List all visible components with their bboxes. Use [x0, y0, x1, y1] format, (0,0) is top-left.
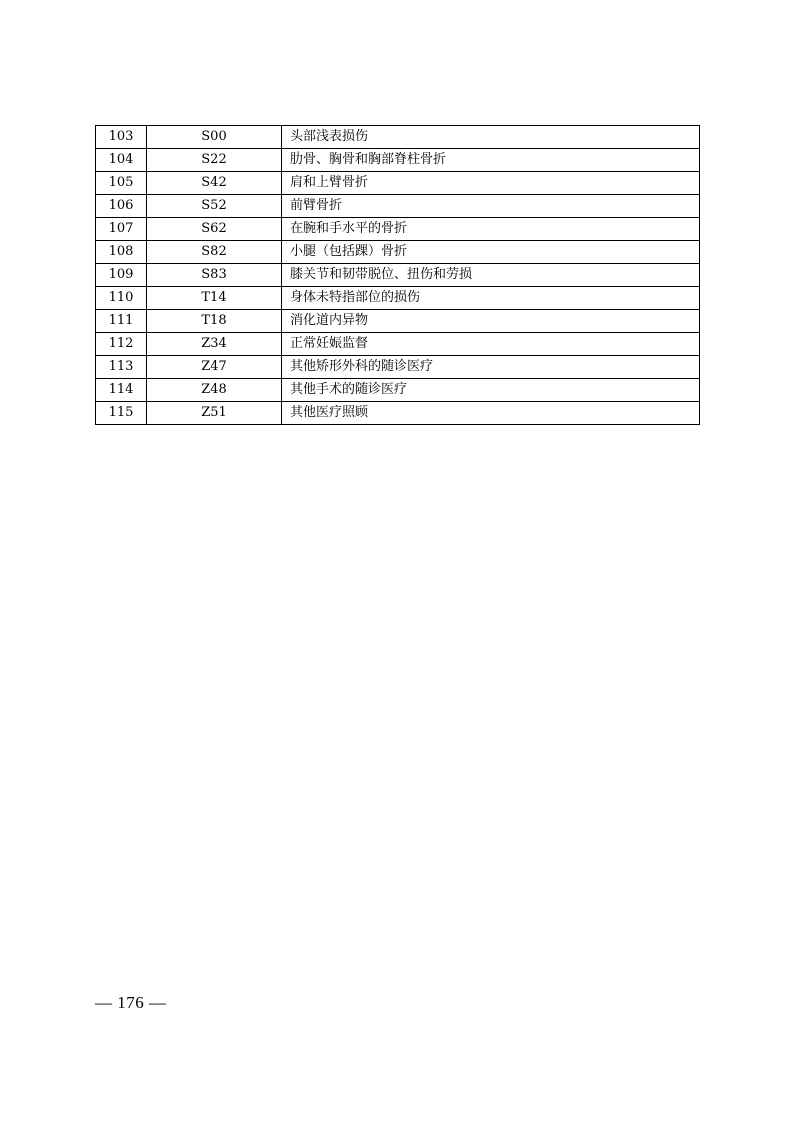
diagnosis-code: S22	[147, 149, 282, 172]
diagnosis-code: S00	[147, 126, 282, 149]
row-number: 113	[96, 356, 147, 379]
diagnosis-code: Z47	[147, 356, 282, 379]
diagnosis-name: 前臂骨折	[282, 195, 700, 218]
table-row	[96, 287, 700, 310]
diagnosis-code: S52	[147, 195, 282, 218]
row-number: 108	[96, 241, 147, 264]
table-row	[96, 264, 700, 287]
diagnosis-name: 正常妊娠监督	[282, 333, 700, 356]
table-row	[96, 310, 700, 333]
table-row	[96, 379, 700, 402]
diagnosis-code: T14	[147, 287, 282, 310]
row-number: 107	[96, 218, 147, 241]
row-number: 110	[96, 287, 147, 310]
table-row	[96, 356, 700, 379]
diagnosis-name: 肩和上臂骨折	[282, 172, 700, 195]
row-number: 105	[96, 172, 147, 195]
diagnosis-name: 头部浅表损伤	[282, 126, 700, 149]
diagnosis-code: Z51	[147, 402, 282, 425]
row-number: 106	[96, 195, 147, 218]
table-row	[96, 149, 700, 172]
diagnosis-name: 其他手术的随诊医疗	[282, 379, 700, 402]
diagnosis-name: 其他医疗照顾	[282, 402, 700, 425]
diagnosis-name: 小腿（包括踝）骨折	[282, 241, 700, 264]
diagnosis-code: S42	[147, 172, 282, 195]
table-row	[96, 172, 700, 195]
row-number: 114	[96, 379, 147, 402]
diagnosis-code: S82	[147, 241, 282, 264]
row-number: 103	[96, 126, 147, 149]
diagnosis-code-table	[95, 125, 700, 425]
table-row	[96, 218, 700, 241]
diagnosis-code: S62	[147, 218, 282, 241]
diagnosis-code: S83	[147, 264, 282, 287]
diagnosis-code: T18	[147, 310, 282, 333]
diagnosis-code: Z48	[147, 379, 282, 402]
diagnosis-name: 肋骨、胸骨和胸部脊柱骨折	[282, 149, 700, 172]
diagnosis-name: 身体未特指部位的损伤	[282, 287, 700, 310]
row-number: 104	[96, 149, 147, 172]
row-number: 109	[96, 264, 147, 287]
diagnosis-name: 在腕和手水平的骨折	[282, 218, 700, 241]
row-number: 111	[96, 310, 147, 333]
page-number: — 176 —	[95, 993, 167, 1012]
table-row	[96, 126, 700, 149]
row-number: 112	[96, 333, 147, 356]
table-row	[96, 402, 700, 425]
diagnosis-name: 消化道内异物	[282, 310, 700, 333]
diagnosis-name: 其他矫形外科的随诊医疗	[282, 356, 700, 379]
diagnosis-name: 膝关节和韧带脱位、扭伤和劳损	[282, 264, 700, 287]
table-row	[96, 333, 700, 356]
table-row	[96, 195, 700, 218]
table-row	[96, 241, 700, 264]
row-number: 115	[96, 402, 147, 425]
diagnosis-code: Z34	[147, 333, 282, 356]
